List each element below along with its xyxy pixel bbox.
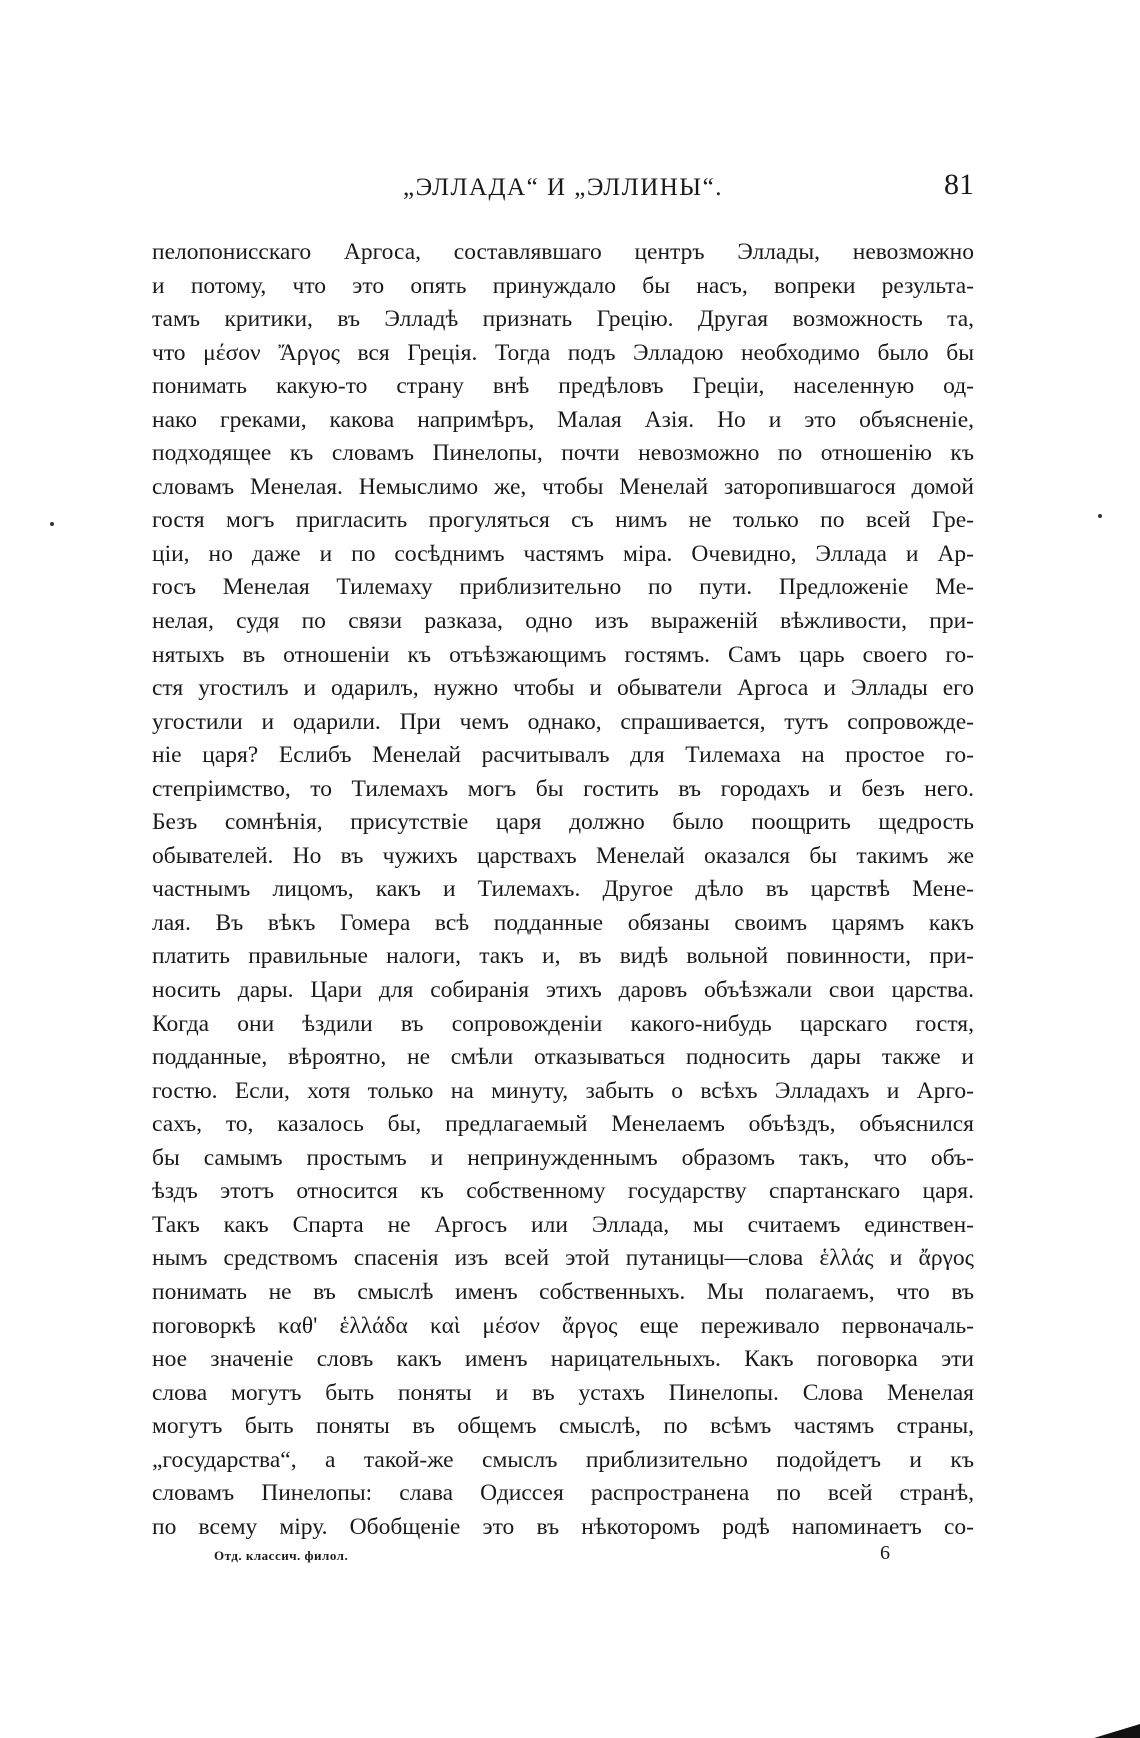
running-head — [152, 168, 974, 208]
text-line: могутъ быть поняты въ общемъ смыслѣ, по всѣмъ частямъ страны, — [152, 1413, 974, 1440]
margin-dot-left — [50, 522, 54, 526]
text-line: носить дары. Цари для собиранія этихъ даровъ объѣзжали свои царства. — [152, 977, 974, 1004]
corner-mark — [1094, 1724, 1140, 1738]
text-line: ное значеніе словъ какъ именъ нарицательныхъ. Какъ поговорка эти — [152, 1346, 974, 1373]
text-line: нелая, судя по связи разказа, одно изъ выраженій вѣжливости, при- — [152, 608, 974, 635]
text-line: ціи, но даже и по сосѣднимъ частямъ міра. Очевидно, Эллада и Ар- — [152, 540, 974, 567]
text-line: платить правильные налоги, такъ и, въ видѣ вольной повинности, при- — [152, 943, 974, 970]
text-line: словамъ Пинелопы: слава Одиссея распространена по всей странѣ, — [152, 1480, 974, 1507]
text-line: подданные, вѣроятно, не смѣли отказываться подносить дары также и — [152, 1044, 974, 1071]
text-line: лая. Въ вѣкъ Гомера всѣ подданные обязаны своимъ царямъ какъ — [152, 909, 974, 936]
text-line: Такъ какъ Спарта не Аргосъ или Эллада, мы считаемъ единствен- — [152, 1211, 974, 1238]
text-line: бы самымъ простымъ и непринужденнымъ образомъ такъ, что объ- — [152, 1144, 974, 1171]
text-line: госъ Менелая Тилемаху приблизительно по пути. Предложеніе Ме- — [152, 574, 974, 601]
text-line: степріимство, то Тилемахъ могъ бы гостить въ городахъ и безъ него. — [152, 775, 974, 802]
text-line: и потому, что это опять принуждало бы насъ, вопреки результа- — [152, 272, 974, 299]
text-line: поговоркѣ καθ' ἑλλάδα καὶ μέσον ἄργος еще переживало первоначаль- — [152, 1312, 974, 1339]
footer-left: Отд. классич. филол. — [214, 1548, 349, 1564]
text-line: гостю. Если, хотя только на минуту, забыть о всѣхъ Элладахъ и Арго- — [152, 1077, 974, 1104]
text-line: обывателей. Но въ чужихъ царствахъ Менелай оказался бы такимъ же — [152, 842, 974, 869]
text-line: подходящее къ словамъ Пинелопы, почти невозможно по отношенію къ — [152, 440, 974, 467]
text-line: „государства“, а такой-же смыслъ приблизительно подойдетъ и къ — [152, 1446, 974, 1473]
text-line: словамъ Менелая. Немыслимо же, чтобы Менелай заторопившагося домой — [152, 473, 974, 500]
text-line: ніе царя? Еслибъ Менелай расчитывалъ для Тилемаха на простое го- — [152, 742, 974, 769]
text-line: нымъ средствомъ спасенія изъ всей этой путаницы—слова ἑλλάς и ἄργος — [152, 1245, 974, 1272]
signature-mark: 6 — [880, 1542, 890, 1565]
body-text — [152, 236, 974, 1544]
text-line: по всему міру. Обобщеніе это въ нѣкоторомъ родѣ напоминаетъ со- — [152, 1513, 974, 1540]
text-line: тамъ критики, въ Элладѣ признать Грецію. Другая возможность та, — [152, 306, 974, 333]
page-number: 81 — [944, 168, 974, 201]
running-title: „ЭЛЛАДА“ И „ЭЛЛИНЫ“. — [403, 174, 723, 201]
text-line: пелопонисскаго Аргоса, составлявшаго центръ Эллады, невозможно — [152, 239, 974, 265]
text-line: угостили и одарили. При чемъ однако, спрашивается, тутъ сопровожде- — [152, 708, 974, 735]
text-line: Когда они ѣздили въ сопровожденіи какого-нибудь царскаго гостя, — [152, 1010, 974, 1037]
text-line: слова могутъ быть поняты и въ устахъ Пинелопы. Слова Менелая — [152, 1379, 974, 1406]
text-line: понимать не въ смыслѣ именъ собственныхъ. Мы полагаемъ, что въ — [152, 1278, 974, 1305]
text-line: ѣздъ этотъ относится къ собственному государству спартанскаго царя. — [152, 1178, 974, 1205]
margin-dot-right — [1098, 514, 1102, 518]
text-line: сахъ, то, казалось бы, предлагаемый Менелаемъ объѣздъ, объяснился — [152, 1111, 974, 1138]
text-line: что μέσον Ἄργος вся Греція. Тогда подъ Элладою необходимо было бы — [152, 339, 974, 366]
text-line: нятыхъ въ отношеніи къ отъѣзжающимъ гостямъ. Самъ царь своего го- — [152, 641, 974, 668]
text-line: нако греками, какова напримѣръ, Малая Азія. Но и это объясненіе, — [152, 406, 974, 433]
text-line: понимать какую-то страну внѣ предѣловъ Греціи, населенную од- — [152, 373, 974, 400]
text-line: Безъ сомнѣнія, присутствіе царя должно было поощрить щедрость — [152, 809, 974, 836]
text-line: стя угостилъ и одарилъ, нужно чтобы и обыватели Аргоса и Эллады его — [152, 675, 974, 702]
text-line: гостя могъ пригласить прогуляться съ нимъ не только по всей Гре- — [152, 507, 974, 534]
text-line: частнымъ лицомъ, какъ и Тилемахъ. Другое дѣло въ царствѣ Мене- — [152, 876, 974, 903]
